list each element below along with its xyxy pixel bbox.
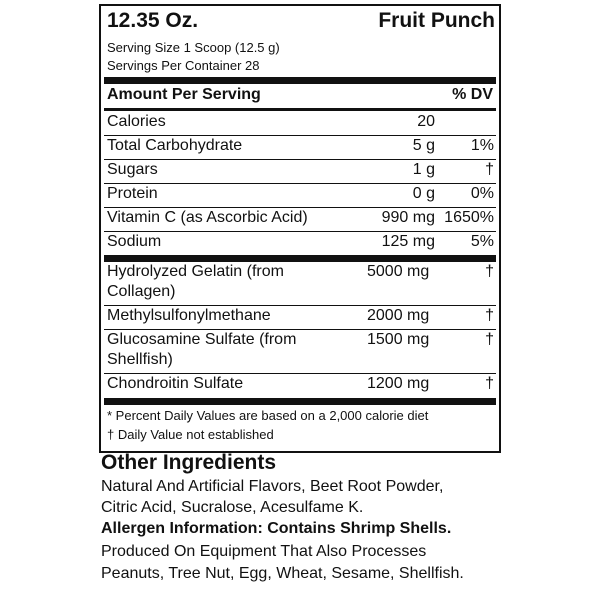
- nutrient-amount: 990 mg: [381, 209, 435, 226]
- supplement-name: Glucosamine Sulfate (from: [107, 331, 297, 348]
- nutrient-amount: 0 g: [412, 185, 435, 202]
- row-divider: [104, 135, 496, 136]
- net-weight: 12.35 Oz.: [107, 9, 199, 32]
- flavor: Fruit Punch: [378, 9, 495, 32]
- nutrient-name: Sugars: [107, 161, 158, 178]
- thick-divider: [104, 398, 496, 405]
- nutrient-dv: †: [485, 161, 494, 178]
- amount-per-serving-heading: Amount Per Serving: [107, 86, 261, 103]
- supplement-dv: †: [485, 331, 494, 348]
- other-ingredients-heading: Other Ingredients: [101, 451, 277, 474]
- supplement-amount: 1500 mg: [367, 331, 430, 348]
- dv-heading: % DV: [452, 86, 493, 103]
- nutrient-name: Calories: [107, 113, 166, 130]
- percent-dv-footnote: * Percent Daily Values are based on a 2,000 calorie diet: [107, 408, 429, 423]
- thick-divider: [104, 255, 496, 262]
- supplement-name: Methylsulfonylmethane: [107, 307, 271, 324]
- supplement-name: Hydrolyzed Gelatin (from: [107, 263, 284, 280]
- facility-statement: Peanuts, Tree Nut, Egg, Wheat, Sesame, Shellfish.: [101, 565, 464, 582]
- row-divider: [104, 305, 496, 306]
- allergen-information: Allergen Information: Contains Shrimp Shells.: [101, 520, 452, 537]
- nutrient-amount: 5 g: [412, 137, 435, 154]
- nutrient-name: Total Carbohydrate: [107, 137, 243, 154]
- supplement-name: Chondroitin Sulfate: [107, 375, 244, 392]
- row-divider: [104, 207, 496, 208]
- row-divider: [104, 329, 496, 330]
- row-divider: [104, 373, 496, 374]
- supplement-dv: †: [485, 375, 494, 392]
- nutrient-amount: 125 mg: [381, 233, 435, 250]
- nutrient-dv: 1%: [470, 137, 494, 154]
- supplement-amount: 5000 mg: [367, 263, 430, 280]
- supplement-name-continued: Collagen): [107, 283, 176, 300]
- divider: [104, 108, 496, 111]
- thick-divider: [104, 77, 496, 84]
- supplement-facts-panel: [99, 4, 501, 453]
- serving-size: Serving Size 1 Scoop (12.5 g): [107, 40, 280, 55]
- nutrient-dv: 1650%: [444, 209, 494, 226]
- nutrient-amount: 1 g: [412, 161, 435, 178]
- nutrient-amount: 20: [417, 113, 435, 130]
- nutrient-name: Vitamin C (as Ascorbic Acid): [107, 209, 308, 226]
- servings-per-container: Servings Per Container 28: [107, 58, 260, 73]
- row-divider: [104, 183, 496, 184]
- nutrient-name: Sodium: [107, 233, 162, 250]
- supplement-name-continued: Shellfish): [107, 351, 173, 368]
- supplement-dv: †: [485, 263, 494, 280]
- nutrient-name: Protein: [107, 185, 158, 202]
- nutrient-dv: 5%: [470, 233, 494, 250]
- ingredients-line: Natural And Artificial Flavors, Beet Root Powder,: [101, 478, 444, 495]
- facility-statement: Produced On Equipment That Also Processes: [101, 543, 427, 560]
- ingredients-line: Citric Acid, Sucralose, Acesulfame K.: [101, 499, 364, 516]
- dagger-footnote: † Daily Value not established: [107, 427, 274, 442]
- supplement-dv: †: [485, 307, 494, 324]
- row-divider: [104, 159, 496, 160]
- supplement-amount: 1200 mg: [367, 375, 430, 392]
- nutrient-dv: 0%: [470, 185, 494, 202]
- supplement-amount: 2000 mg: [367, 307, 430, 324]
- row-divider: [104, 231, 496, 232]
